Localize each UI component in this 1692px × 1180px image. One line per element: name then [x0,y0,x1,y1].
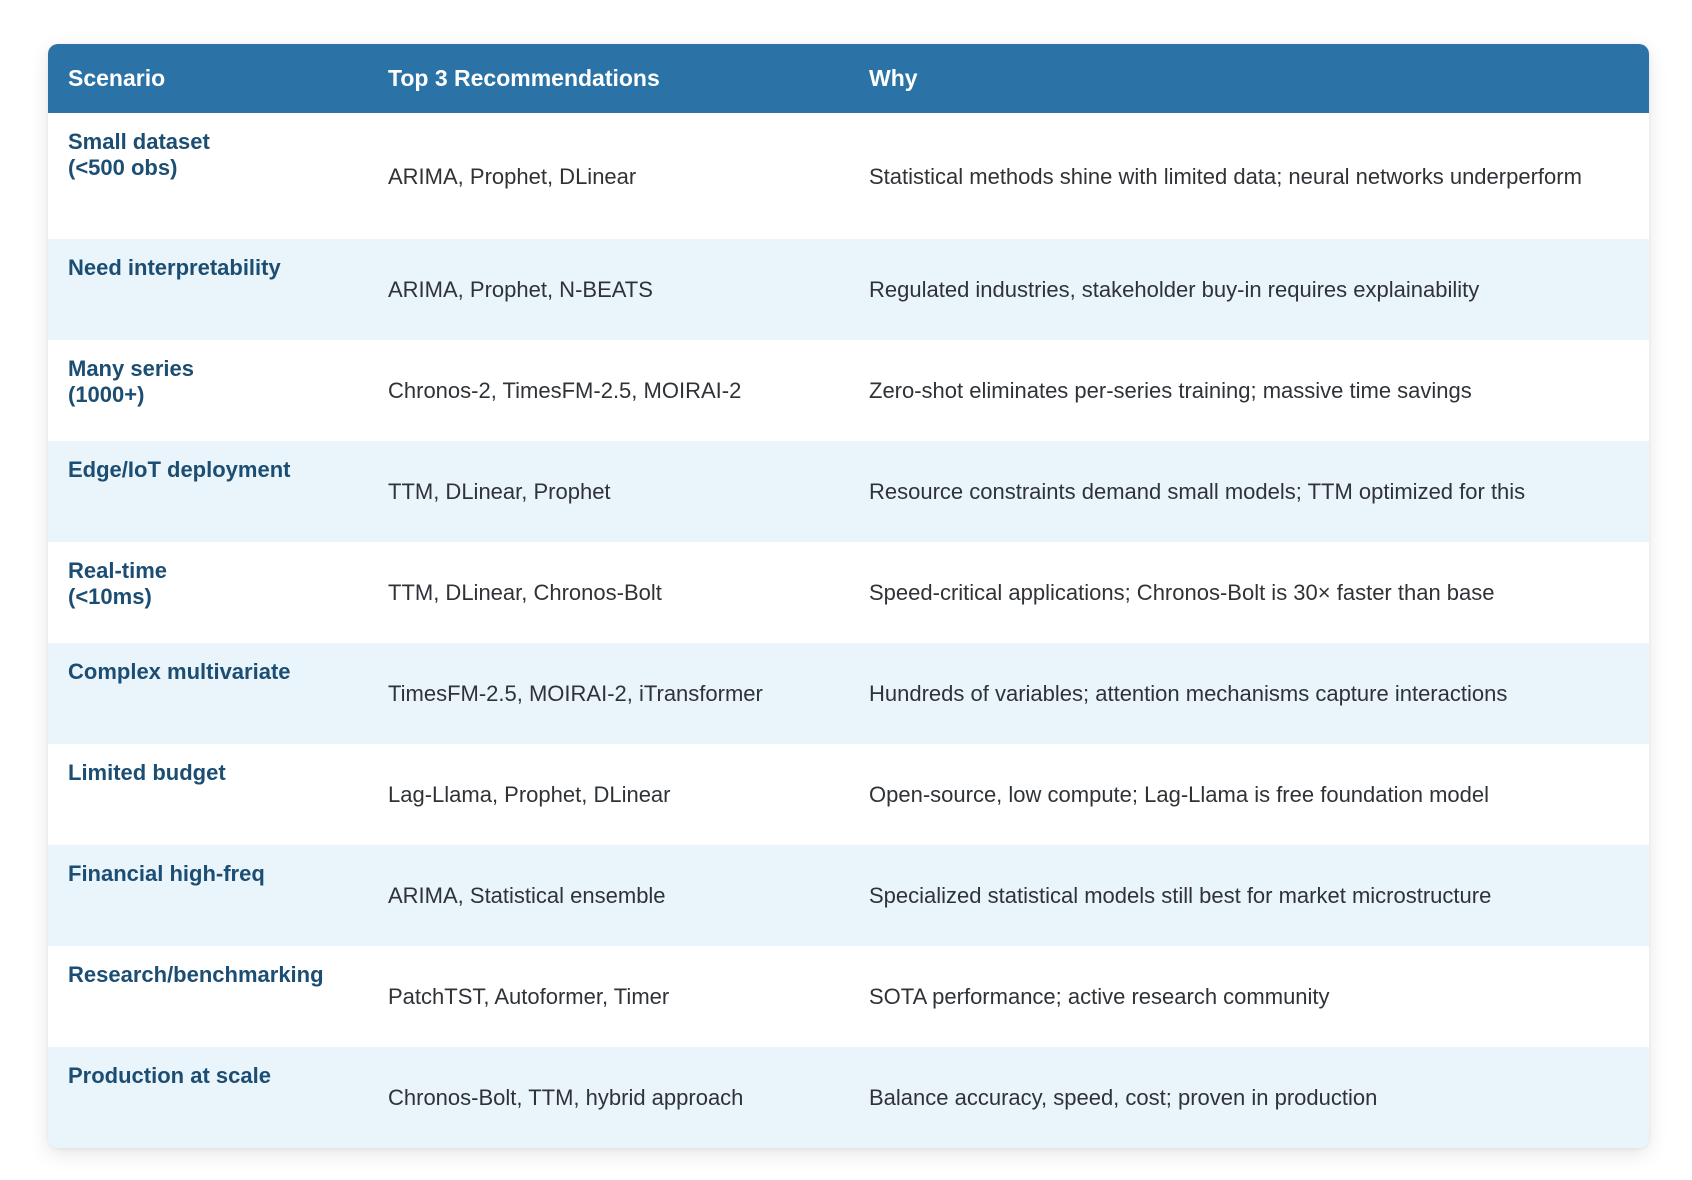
scenario-line-2: (<10ms) [68,584,152,609]
why-cell: Hundreds of variables; attention mechanisms capture interactions [869,681,1508,706]
scenario-line-1: Real-time [68,558,168,583]
scenario-cell [48,1047,368,1148]
table-row [48,643,1649,744]
scenario-line-2: (1000+) [68,382,145,407]
scenario-cell [48,239,368,340]
why-cell: Zero-shot eliminates per-series training; massive time savings [869,378,1472,403]
recommendations-cell: TimesFM-2.5, MOIRAI-2, iTransformer [388,681,763,706]
table-row [48,441,1649,542]
recommendations-cell: ARIMA, Prophet, DLinear [388,163,637,189]
recommendation-table-card [48,44,1649,1148]
scenario-cell [48,643,368,744]
table-row [48,340,1649,441]
table-row [48,946,1649,1047]
table-body [48,113,1649,1148]
scenario-line-1: Many series [68,356,194,381]
scenario-cell [48,113,368,239]
why-cell: Regulated industries, stakeholder buy-in requires explainability [869,277,1480,302]
scenario-line-1: Financial high-freq [68,861,265,886]
table-row [48,113,1649,239]
scenario-cell [48,340,368,441]
scenario-line-1: Small dataset [68,129,210,154]
scenario-line-1: Research/benchmarking [68,962,324,987]
scenario-line-1: Need interpretability [68,255,281,280]
table-header [48,44,1649,113]
recommendations-cell: Chronos-2, TimesFM-2.5, MOIRAI-2 [388,378,742,403]
recommendations-cell: Chronos-Bolt, TTM, hybrid approach [388,1085,744,1110]
recommendation-table [48,44,1649,1148]
scenario-line-1: Production at scale [68,1063,271,1088]
recommendations-cell: Lag-Llama, Prophet, DLinear [388,782,671,807]
recommendations-cell: ARIMA, Prophet, N-BEATS [388,277,653,302]
table-row [48,1047,1649,1148]
scenario-line-1: Edge/IoT deployment [68,457,291,482]
why-cell: Speed-critical applications; Chronos-Bolt is 30× faster than base [869,580,1495,605]
why-cell: Open-source, low compute; Lag-Llama is free foundation model [869,782,1490,807]
scenario-line-1: Limited budget [68,760,226,785]
header-row [48,44,1649,113]
scenario-line-2: (<500 obs) [68,155,178,180]
scenario-cell [48,542,368,643]
scenario-cell [48,441,368,542]
header-recommendations: Top 3 Recommendations [388,65,660,91]
why-cell: Balance accuracy, speed, cost; proven in production [869,1085,1378,1110]
header-scenario: Scenario [68,65,166,91]
recommendations-cell: ARIMA, Statistical ensemble [388,883,666,908]
table-row [48,845,1649,946]
recommendations-cell: PatchTST, Autoformer, Timer [388,984,670,1009]
scenario-cell [48,845,368,946]
recommendations-cell: TTM, DLinear, Prophet [388,479,611,504]
why-cell: SOTA performance; active research community [869,984,1330,1009]
recommendations-cell: TTM, DLinear, Chronos-Bolt [388,580,662,605]
table-row [48,744,1649,845]
scenario-cell [48,946,368,1047]
scenario-line-1: Complex multivariate [68,659,291,684]
why-cell: Resource constraints demand small models; TTM optimized for this [869,479,1526,504]
why-cell: Statistical methods shine with limited data; neural networks underperform [869,163,1582,189]
header-why: Why [869,65,918,91]
why-cell: Specialized statistical models still best for market microstructure [869,883,1492,908]
table-row [48,542,1649,643]
table-row [48,239,1649,340]
scenario-cell [48,744,368,845]
